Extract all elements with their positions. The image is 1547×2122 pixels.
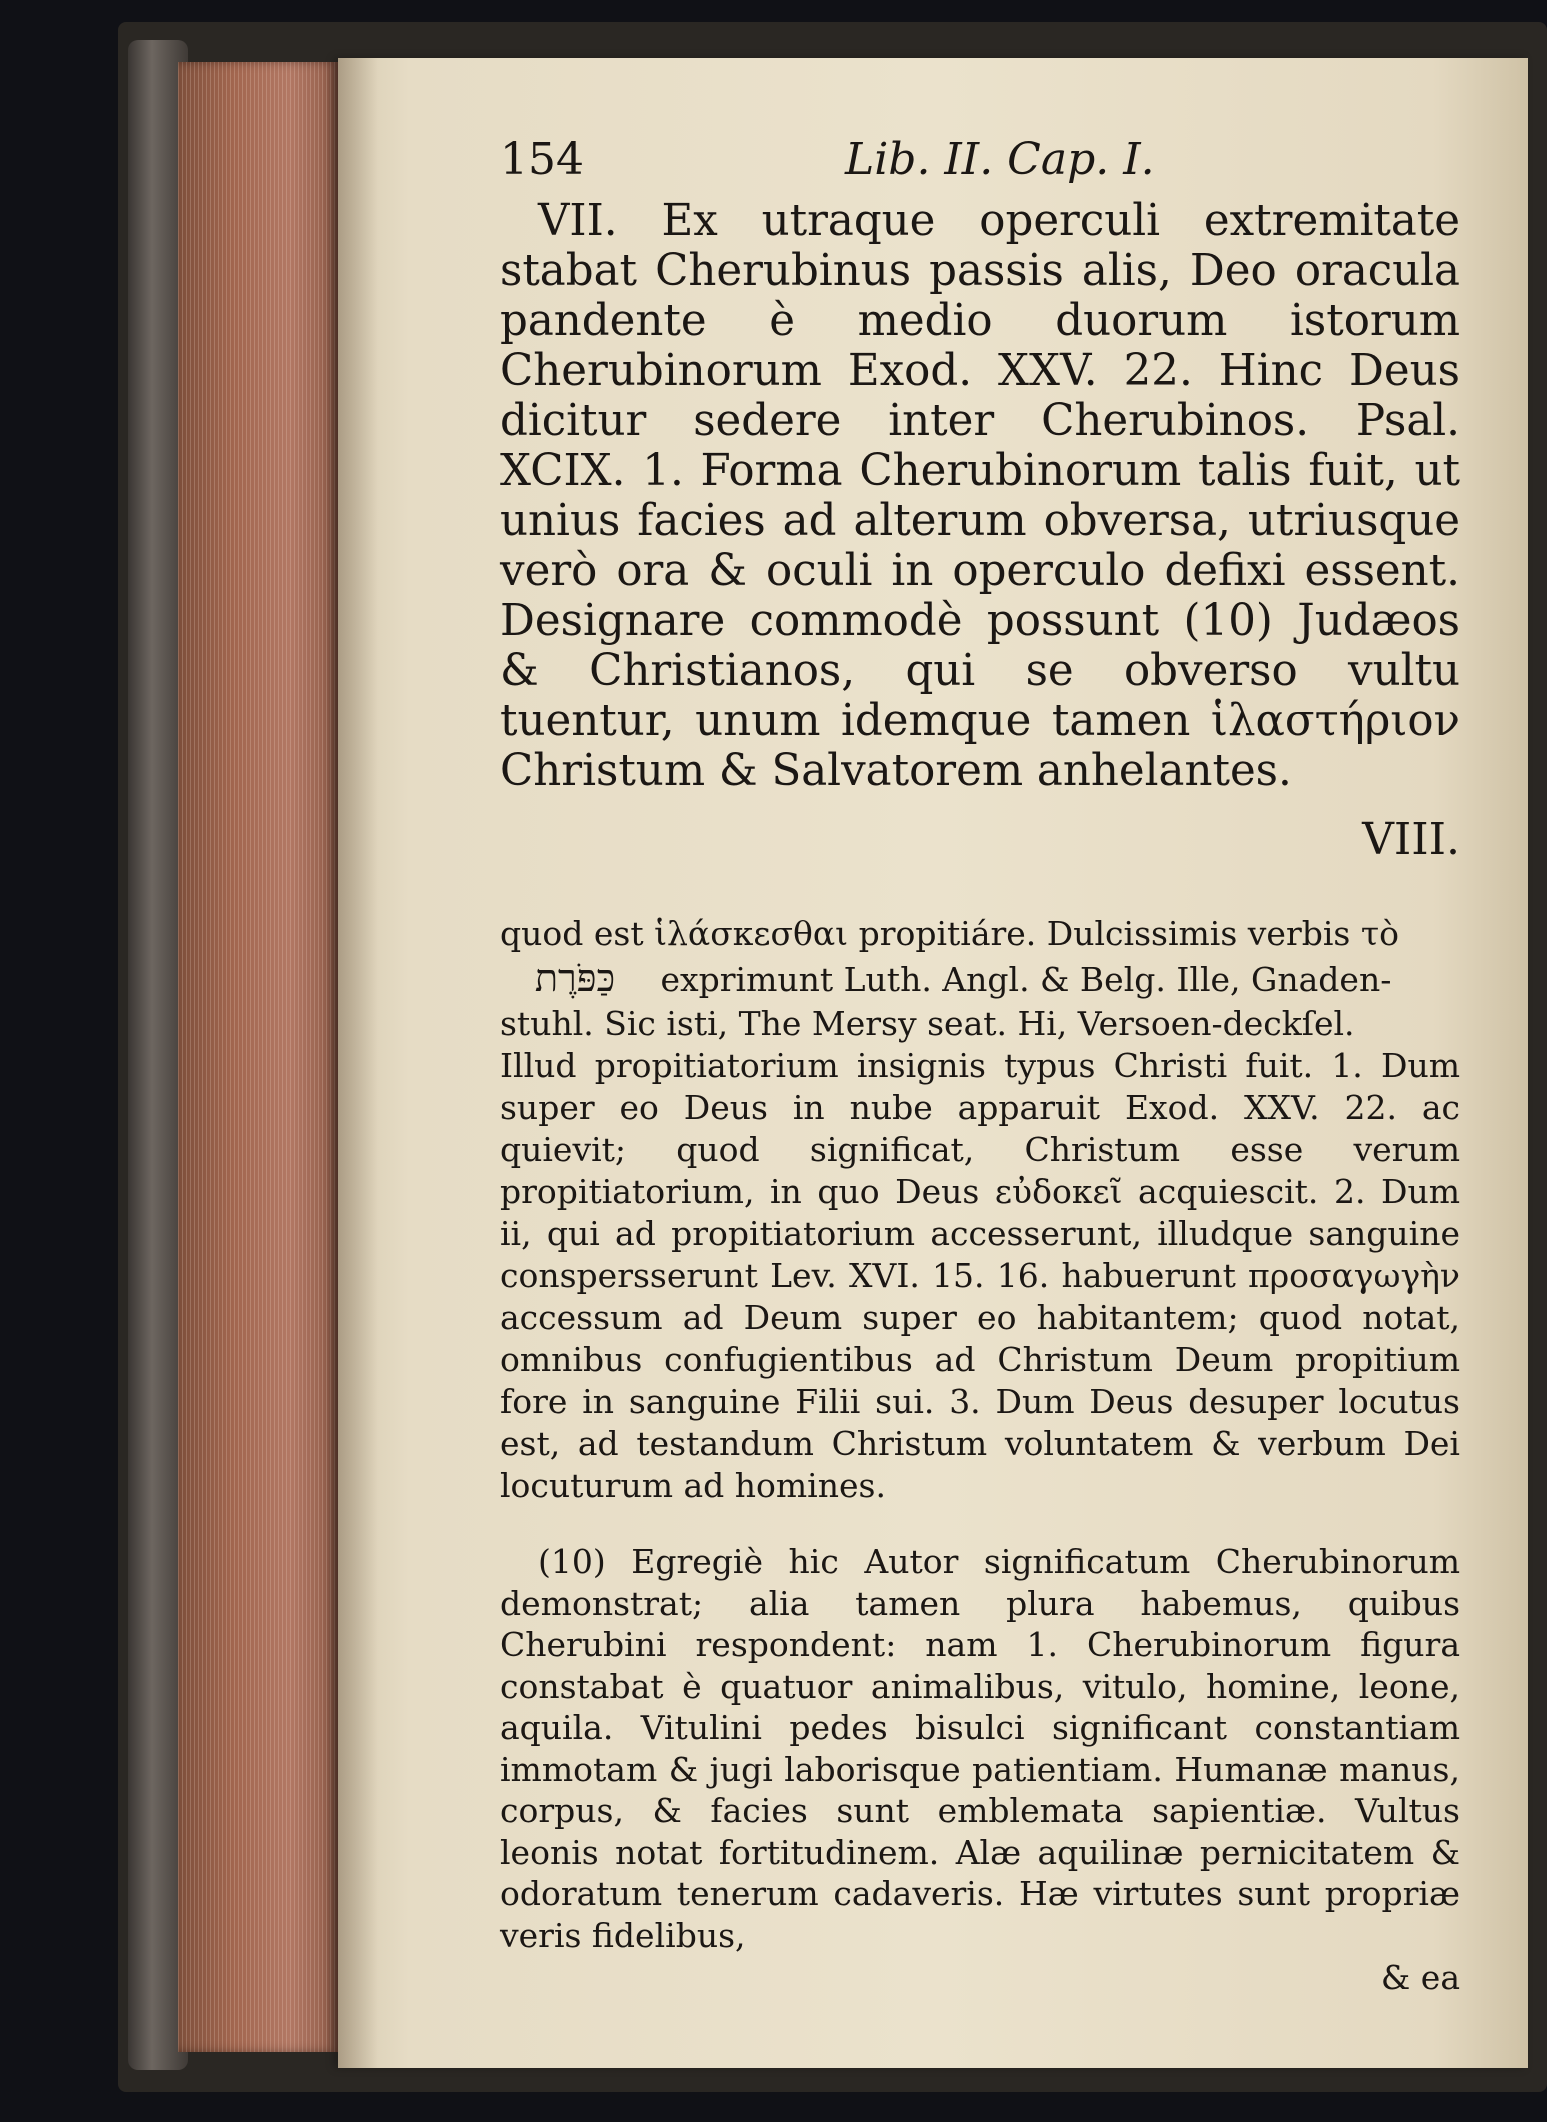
running-head: Lib. II. Cap. I. bbox=[845, 134, 1155, 185]
continuation-paragraph: Illud propitiatorium insignis typus Christi fuit. 1. Dum super eo Deus in nube apparuit Exod. XXV. 22. ac quievit; quod significat, Christum esse verum propitiatorium, in quo Deus εὐδοκεῖ acquiescit. 2. Dum ii, qui ad propitiatorium accesserunt, illudque sanguine conspersserunt Lev. XVI. 15. 16. habuerunt προσαγωγὴν accessum ad Deum super eo habitantem; quod notat, omnibus confugientibus ad Christum Deum propitium fore in sanguine Filii sui. 3. Dum Deus desuper locutus est, ad testandum Christum voluntatem & verbum Dei locuturum ad homines. bbox=[500, 1046, 1460, 1505]
section-gap bbox=[500, 865, 1460, 913]
gutter-shadow bbox=[338, 58, 378, 2068]
catchword-footnote: & ea bbox=[1380, 1958, 1460, 1997]
continuation-line-1: quod est ἱλάσκεσθαι propitiáre. Dulcissimis verbis τὸ bbox=[500, 914, 1399, 953]
page-header bbox=[500, 134, 1460, 196]
footnote-10: (10) Egregiè hic Autor significatum Cherubinorum demonstrat; alia tamen plura habemus, quibus Cherubini respondent: nam 1. Cherubinorum figura constabat è quatuor animalibus, vitulo, homine, leone, aquila. Vitulini pedes bisulci significant constantiam immotam & jugi laborisque patientiam. Humanæ manus, corpus, & facies sunt emblemata sapientiæ. Vultus leonis notat fortitudinem. Alæ aquilinæ pernicitatem & odoratum tenerum cadaveris. Hæ virtutes sunt propriæ veris fidelibus, bbox=[500, 1542, 1460, 1955]
page-edges bbox=[178, 62, 338, 2052]
catchword-main: VIII. bbox=[1362, 814, 1460, 865]
page-number: 154 bbox=[500, 134, 584, 185]
page-content bbox=[500, 134, 1460, 1997]
continuation-line-2 bbox=[500, 955, 1460, 1003]
hebrew-word: כַּפֹּרֶת bbox=[534, 956, 616, 1000]
continuation-line-2-text: exprimunt Luth. Angl. & Belg. Ille, Gnaden- bbox=[660, 960, 1392, 999]
main-paragraph: VII. Ex utraque operculi extremitate stabat Cherubinus passis alis, Deo oracula pandente è medio duorum istorum Cherubinorum Exod. XXV. 22. Hinc Deus dicitur sedere inter Cherubinos. Psal. XCIX. 1. Forma Cherubinorum talis fuit, ut unius facies ad alterum obversa, utriusque verò ora & oculi in operculo defixi essent. Designare commodè possunt (10) Judæos & Christianos, qui se obverso vultu tuentur, unum idemque tamen ἱλαστήριον Christum & Salvatorem anhelantes. bbox=[500, 196, 1460, 796]
continuation-line-3: stuhl. Sic isti, The Mersy seat. Hi, Versoen-deckſel. bbox=[500, 1004, 1355, 1043]
